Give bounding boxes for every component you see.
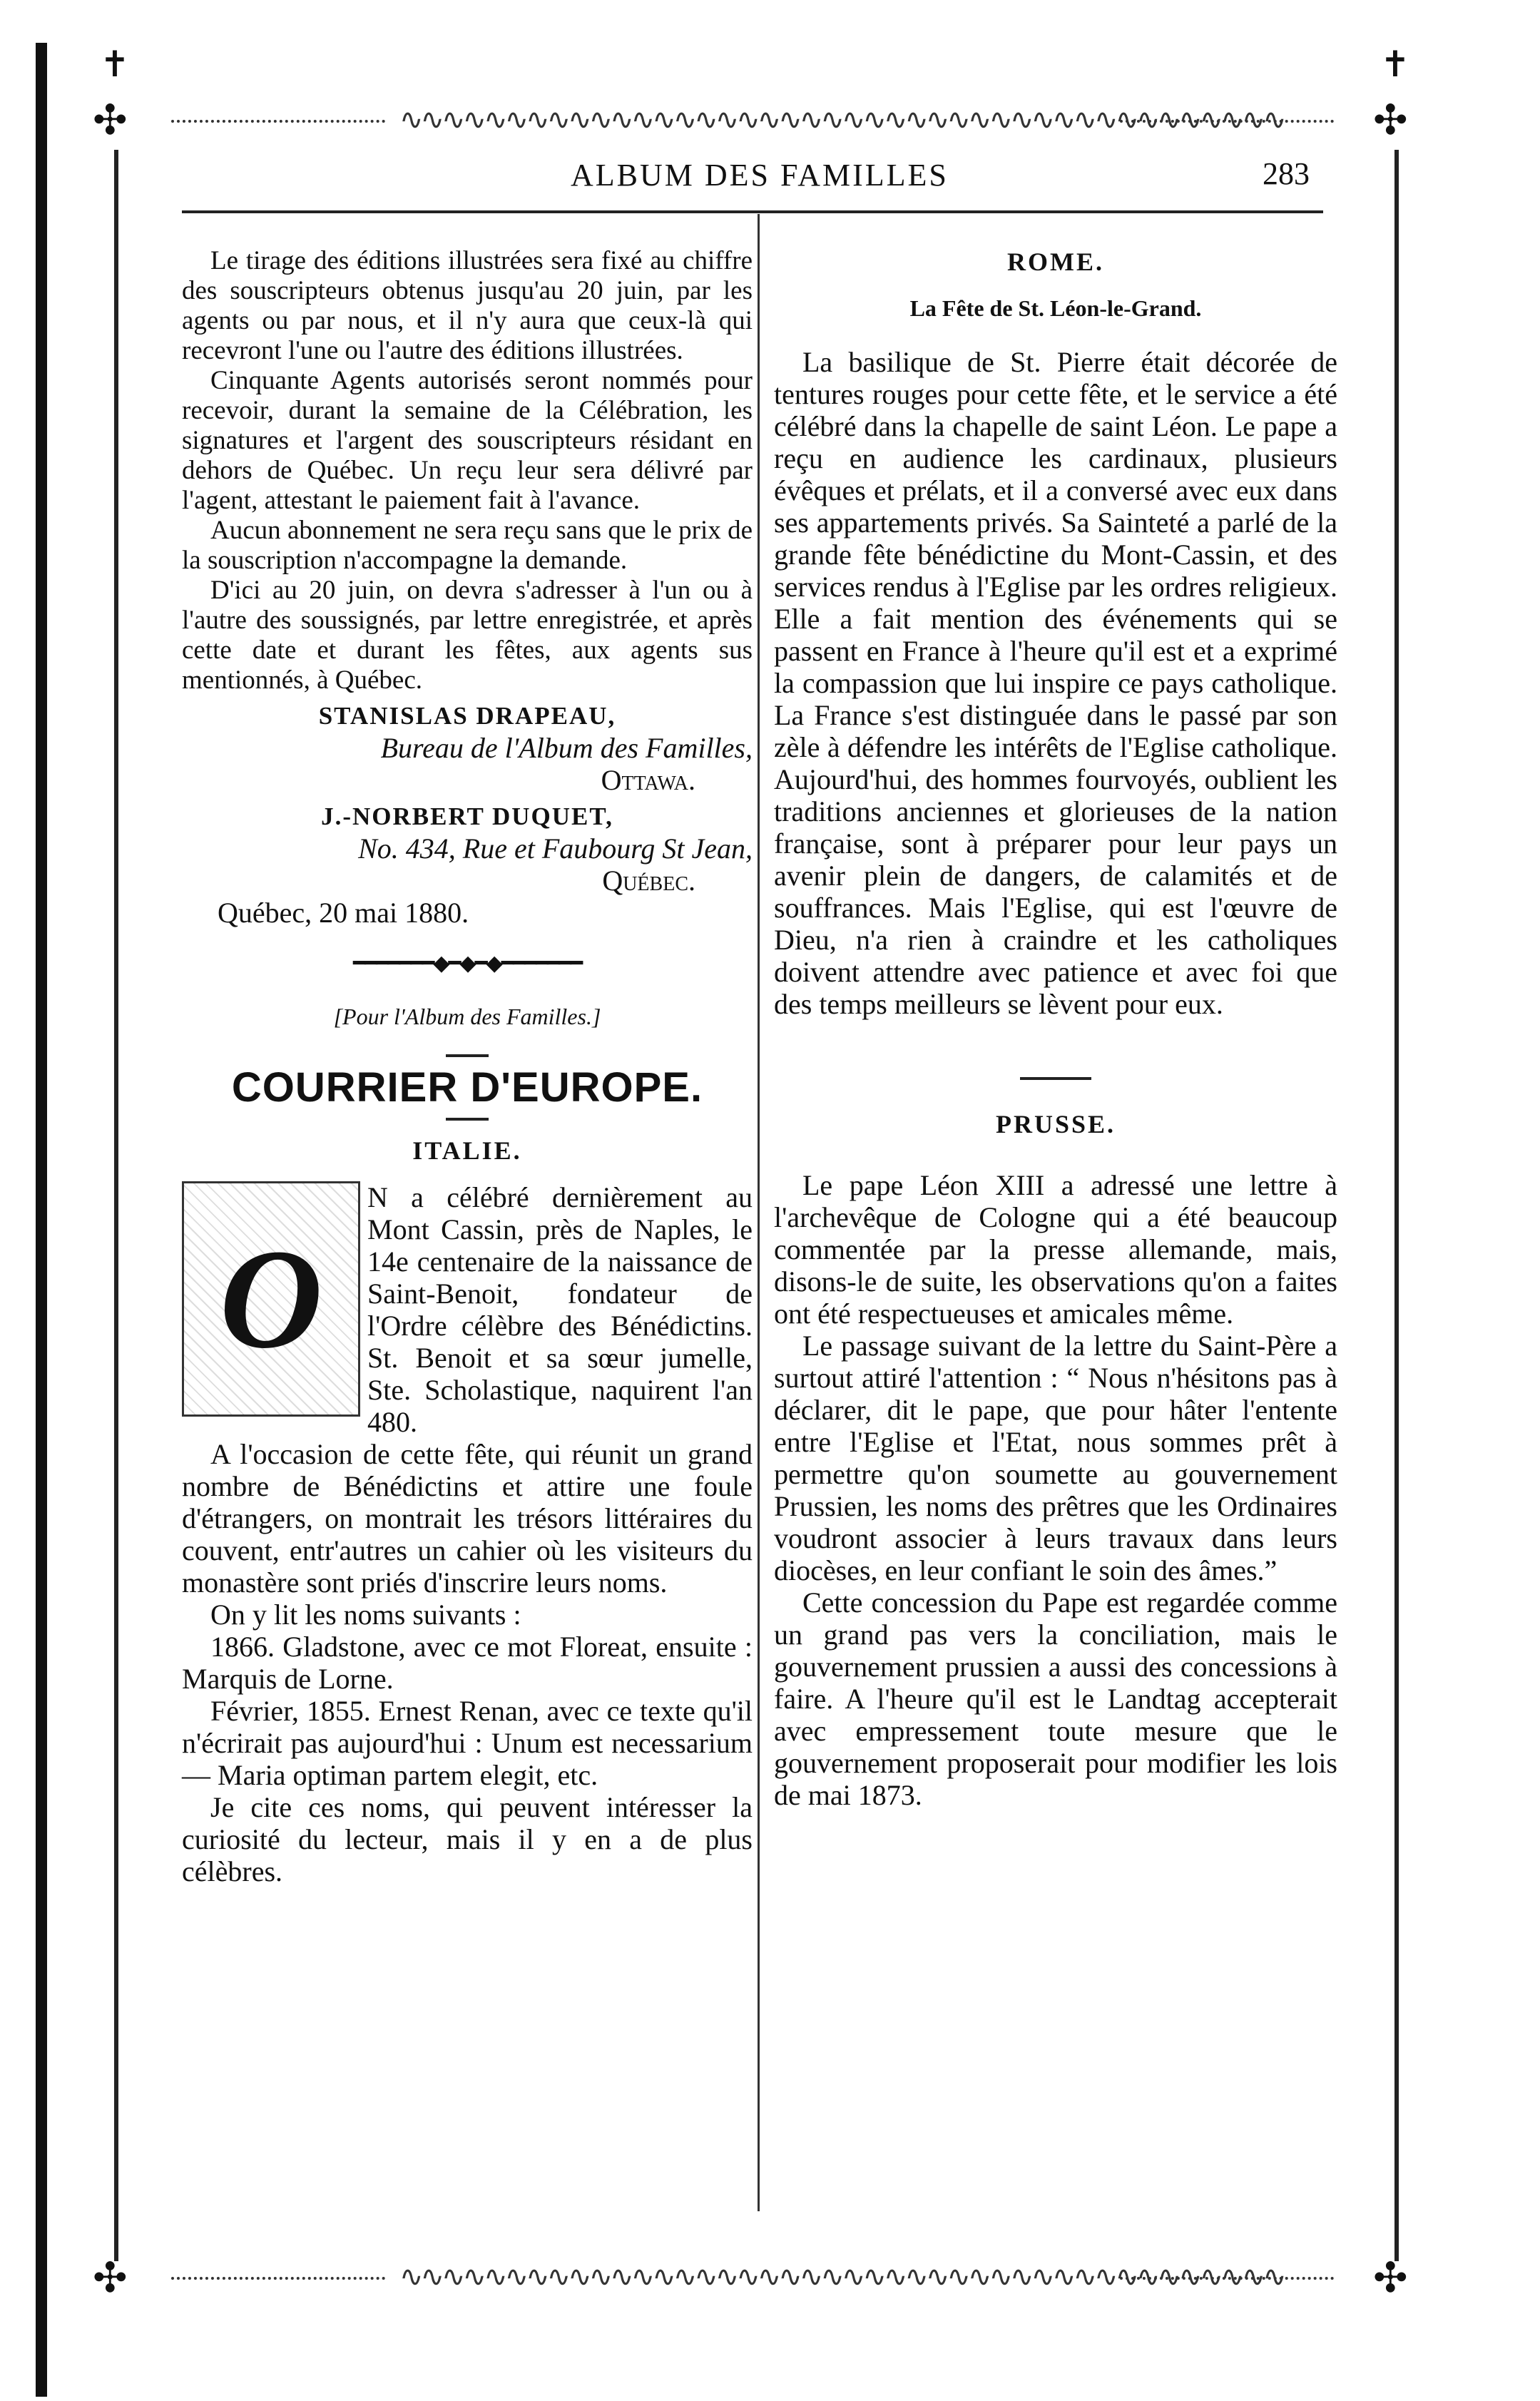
- signature-name: J.-NORBERT DUQUET,: [321, 802, 613, 830]
- signature-city: Québec.: [602, 865, 695, 897]
- italie-paragraph: Je cite ces noms, qui peuvent intéresser la curiosité du lecteur, mais il y en a de plus célèbres.: [182, 1791, 753, 1887]
- frame-vline-right: [1394, 150, 1399, 2261]
- dropcap-illustration: O: [182, 1181, 360, 1417]
- frame-bottom-wavy: ∿∿∿∿∿∿∿∿∿∿∿∿∿∿∿∿∿∿∿∿∿∿∿∿∿∿∿∿∿∿∿∿∿∿∿∿∿∿∿∿∿∿: [399, 2260, 1284, 2293]
- frame-top-dotted-left: [171, 120, 385, 123]
- section-title: COURRIER D'EUROPE.: [231, 1064, 703, 1111]
- source-note: [Pour l'Album des Familles.]: [333, 1004, 601, 1029]
- rome-paragraph: La basilique de St. Pierre était décorée de tentures rouges pour cette fête, et le service a été célébré dans la chapelle de saint Léon. Le pape a reçu en audience les cardinaux, plusieurs évêques et prélats, et il a conversé avec eux dans ses appartements privés. Sa Sainteté a parlé de la grande fête bénédictine du Mont-Cassin, et des services rendus à l'Eglise par les ordres religieux. Elle a fait mention des événements qui se passent en France à l'heure qu'il est et a exprimé la compassion que lui inspire ce pays catholique. La France s'est distinguée dans le passé par son zèle à défendre les intérêts de l'Eglise catholique. Aujourd'hui, des hommes fourvoyés, oublient les traditions anciennes et glorieuses de la nation française, sont à préparer pour leur pays un avenir plein de dangers, de calamités et de souffrances. Mais l'Eglise, qui est l'œuvre de Dieu, n'a rien à craindre et les catholiques doivent attendre avec patience et avec foi que des temps meilleurs se lèvent pour eux.: [774, 346, 1337, 1020]
- corner-ornament-top-right: ✣: [1373, 97, 1408, 143]
- mid-dash: [1020, 1077, 1091, 1080]
- frame-top-wavy: ∿∿∿∿∿∿∿∿∿∿∿∿∿∿∿∿∿∿∿∿∿∿∿∿∿∿∿∿∿∿∿∿∿∿∿∿∿∿∿∿∿∿: [399, 103, 1284, 136]
- italie-article: [182, 1181, 753, 1887]
- corner-ornament-bottom-right: ✣: [1373, 2255, 1408, 2301]
- frame-bottom-dotted-left: [171, 2277, 385, 2280]
- announcement-paragraph: Aucun abonnement ne sera reçu sans que le prix de la souscription n'accompagne la demande.: [182, 516, 753, 575]
- finial-top-left: ✝: [100, 44, 130, 84]
- prusse-paragraph: Cette concession du Pape est regardée comme un grand pas vers la conciliation, mais le gouvernement prussien a aussi des concessions à faire. A l'heure qu'il est le Landtag accepterait avec empressement toute mesure que le gouvernement proposerait pour modifier les lois de mai 1873.: [774, 1586, 1337, 1811]
- signature-city: Ottawa.: [601, 764, 695, 796]
- rome-heading: ROME.: [1007, 248, 1104, 276]
- column-divider: [758, 214, 760, 2211]
- prusse-paragraph: Le pape Léon XIII a adressé une lettre à l'archevêque de Cologne qui a été beaucoup commentée par la presse allemande, mais, disons-le de suite, les observations qu'on a faites ont été respectueuses et amicales même.: [774, 1169, 1337, 1330]
- right-column: [774, 246, 1337, 1811]
- frame-top-dotted-right: [1120, 120, 1334, 123]
- date-line: Québec, 20 mai 1880.: [218, 897, 469, 929]
- finial-top-right: ✝: [1380, 44, 1410, 84]
- italie-paragraph: A l'occasion de cette fête, qui réunit un grand nombre de Bénédictins et attire une foule d'étrangers, on montrait les trésors littéraires du couvent, entr'autres un cahier où les visiteurs du monastère sont priés d'inscrire leurs noms.: [182, 1438, 753, 1599]
- short-dash: [446, 1118, 489, 1121]
- header-rule: [182, 210, 1323, 213]
- announcement-paragraph: D'ici au 20 juin, on devra s'adresser à l'un ou à l'autre des soussignés, par lettre enregistrée, et après cette date et durant les fêtes, aux agents sus mentionnés, à Québec.: [182, 576, 753, 695]
- corner-ornament-bottom-left: ✣: [93, 2255, 128, 2301]
- announcement-paragraph: Cinquante Agents autorisés seront nommés pour recevoir, durant la semaine de la Célébration, les signatures et l'argent des souscripteurs résidant en dehors de Québec. Un reçu leur sera délivré par l'agent, attestant le paiement fait à l'avance.: [182, 366, 753, 515]
- italie-paragraph: Février, 1855. Ernest Renan, avec ce texte qu'il n'écrirait pas aujourd'hui : Unum est necessarium — Maria optiman partem elegit, etc.: [182, 1695, 753, 1791]
- corner-ornament-top-left: ✣: [93, 97, 128, 143]
- signature-address: Bureau de l'Album des Familles,: [380, 732, 753, 764]
- ornamental-rule: ━━━━━━━◆━◆━◆━━━━━━━: [352, 952, 582, 975]
- left-column: [182, 246, 753, 1887]
- short-dash: [446, 1054, 489, 1057]
- running-title: ALBUM DES FAMILLES: [571, 158, 949, 193]
- italie-paragraph: 1866. Gladstone, avec ce mot Floreat, ensuite : Marquis de Lorne.: [182, 1631, 753, 1695]
- signature-address: No. 434, Rue et Faubourg St Jean,: [358, 832, 753, 865]
- italie-first-paragraph: N a célébré dernièrement au Mont Cassin, près de Naples, le 14e centenaire de la naissance de Saint-Benoit, fondateur de l'Ordre célèbre des Bénédictins. St. Benoit et sa sœur jumelle, Ste. Scholastique, naquirent l'an 480.: [367, 1181, 753, 1438]
- signature-name: STANISLAS DRAPEAU,: [318, 702, 616, 730]
- page-number: 283: [1263, 156, 1310, 191]
- prusse-paragraph: Le passage suivant de la lettre du Saint-Père a surtout attiré l'attention : “ Nous n'hésitons pas à déclarer, dit le pape, que pour hâter l'entente entre l'Eglise et l'Etat, nous sommes prêt à permettre qu'on soumette au gouvernement Prussien, les noms des prêtres que les Ordinaires voudront associer à leurs travaux dans leurs diocèses, en leur confiant le soin des âmes.”: [774, 1330, 1337, 1586]
- frame-bottom-dotted-right: [1120, 2277, 1334, 2280]
- italie-paragraph: On y lit les noms suivants :: [210, 1599, 521, 1631]
- announcement-paragraph: Le tirage des éditions illustrées sera fixé au chiffre des souscripteurs obtenus jusqu'au 20 juin, par les agents ou par nous, et il n'y aura que ceux-là qui recevront l'une ou l'autre des éditions illustrées.: [182, 246, 753, 365]
- frame-vline-left: [114, 150, 118, 2261]
- prusse-heading: PRUSSE.: [995, 1110, 1116, 1138]
- frame-left-bar: [36, 43, 47, 2397]
- italie-heading: ITALIE.: [412, 1136, 522, 1165]
- rome-subheading: La Fête de St. Léon-le-Grand.: [909, 295, 1202, 321]
- announcement: [182, 246, 753, 695]
